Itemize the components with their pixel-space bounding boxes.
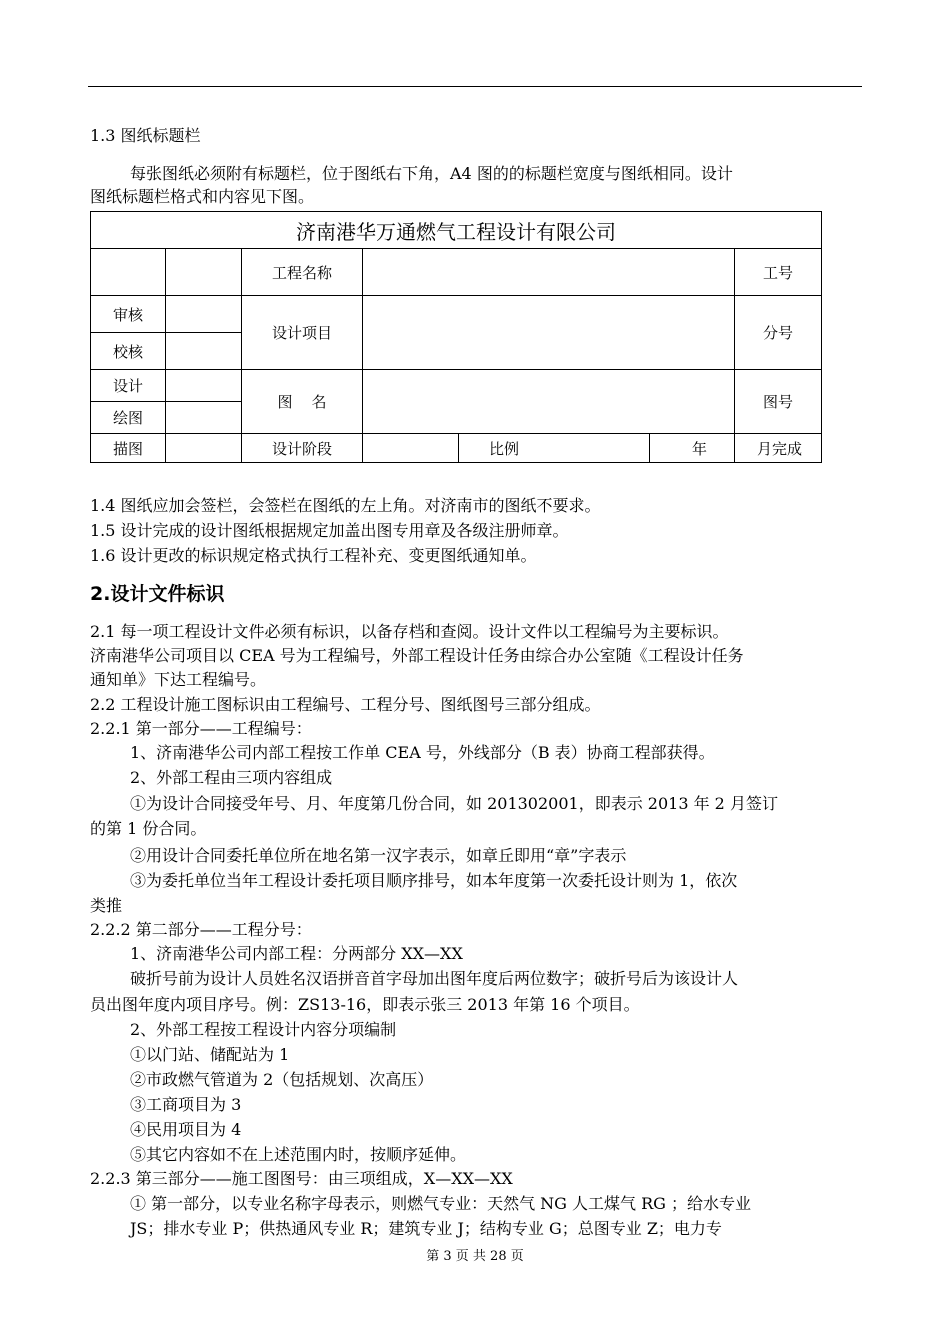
paragraph-line: 2.2.2 第二部分——工程分号： <box>90 920 312 939</box>
paragraph-line: 2、外部工程由三项内容组成 <box>130 768 333 787</box>
empty-cell <box>166 249 242 296</box>
month-done-cell <box>735 434 822 463</box>
paragraph-line: 济南港华公司项目以 CEA 号为工程编号，外部工程设计任务由综合办公室随《工程设计任务 <box>90 646 744 665</box>
design-value <box>166 370 242 402</box>
paragraph-line: 图纸标题栏格式和内容见下图。 <box>90 187 315 206</box>
paragraph-line: ⑤其它内容如不在上述范围内时，按顺序延伸。 <box>130 1145 467 1164</box>
paragraph-line: 通知单》下达工程编号。 <box>90 670 267 689</box>
design-label: 设计 <box>91 370 166 402</box>
job-no-label: 工号 <box>735 249 822 296</box>
drawing-label: 绘图 <box>91 402 166 434</box>
paragraph-line: 1、济南港华公司内部工程：分两部分 XX—XX <box>130 944 463 963</box>
paragraph-line: JS；排水专业 P；供热通风专业 R；建筑专业 J；结构专业 G；总图专业 Z；电力专 <box>130 1219 722 1238</box>
rule-1-6: 1.6 设计更改的标识规定格式执行工程补充、变更图纸通知单。 <box>90 546 537 565</box>
page-footer: 第 3 页 共 28 页 <box>426 1249 524 1264</box>
header-rule <box>88 86 862 87</box>
year-cell <box>650 434 735 463</box>
proofread-label: 校核 <box>91 333 166 370</box>
empty-cell <box>91 249 166 296</box>
trace-label: 描图 <box>91 434 166 463</box>
paragraph-line: 员出图年度内项目序号。例：ZS13-16，即表示张三 2013 年第 16 个项目。 <box>90 995 640 1014</box>
paragraph-line: 2.1 每一项工程设计文件必须有标识，以备存档和查阅。设计文件以工程编号为主要标识。 <box>90 622 729 641</box>
paragraph-line: ①为设计合同接受年号、月、年度第几份合同，如 201302001，即表示 2013 年 2 月签订 <box>130 794 778 813</box>
project-name-value <box>363 249 735 296</box>
paragraph-line: 2.2.3 第三部分——施工图图号：由三项组成，X—XX—XX <box>90 1169 513 1188</box>
drawing-name-label: 图 名 <box>242 370 363 434</box>
paragraph-line: ②市政燃气管道为 2（包括规划、次高压） <box>130 1070 434 1089</box>
paragraph-line: 2.2 工程设计施工图标识由工程编号、工程分号、图纸图号三部分组成。 <box>90 695 601 714</box>
design-item-value <box>363 296 735 370</box>
paragraph-line: 2、外部工程按工程设计内容分项编制 <box>130 1020 397 1039</box>
sub-no-label: 分号 <box>735 296 822 370</box>
company-name-cell: 济南港华万通燃气工程设计有限公司 <box>91 212 822 249</box>
proofread-value <box>166 333 242 370</box>
trace-value <box>166 434 242 463</box>
paragraph-line: ①以门站、储配站为 1 <box>130 1045 290 1064</box>
drawing-no-label: 图号 <box>735 370 822 434</box>
review-value <box>166 296 242 333</box>
review-label: 审核 <box>91 296 166 333</box>
year-label: 年 <box>692 439 708 458</box>
design-stage-label: 设计阶段 <box>242 434 363 463</box>
scale-cell <box>459 434 650 463</box>
paragraph-line: ③为委托单位当年工程设计委托项目顺序排号，如本年度第一次委托设计则为 1，依次 <box>130 871 738 890</box>
section-1-3-heading: 1.3 图纸标题栏 <box>90 126 201 145</box>
paragraph-line: 1、济南港华公司内部工程按工作单 CEA 号，外线部分（B 表）协商工程部获得。 <box>130 743 715 762</box>
rule-1-4: 1.4 图纸应加会签栏，会签栏在图纸的左上角。对济南市的图纸不要求。 <box>90 496 601 515</box>
paragraph-line: ②用设计合同委托单位所在地名第一汉字表示，如章丘即用“章”字表示 <box>130 846 627 865</box>
month-done-label: 月完成 <box>757 439 803 458</box>
section-2-heading: 2.设计文件标识 <box>90 583 225 605</box>
paragraph-line: 2.2.1 第一部分——工程编号： <box>90 719 312 738</box>
drawing-value <box>166 402 242 434</box>
paragraph-line: ④民用项目为 4 <box>130 1120 242 1139</box>
project-name-label: 工程名称 <box>242 249 363 296</box>
title-block-table <box>90 211 822 463</box>
rule-1-5: 1.5 设计完成的设计图纸根据规定加盖出图专用章及各级注册师章。 <box>90 521 569 540</box>
paragraph-line: 的第 1 份合同。 <box>90 819 207 838</box>
paragraph-line: ③工商项目为 3 <box>130 1095 242 1114</box>
design-stage-value <box>363 434 459 463</box>
paragraph-line: 破折号前为设计人员姓名汉语拼音首字母加出图年度后两位数字；破折号后为该设计人 <box>130 969 739 988</box>
scale-label: 比例 <box>489 439 520 458</box>
paragraph-line: 每张图纸必须附有标题栏，位于图纸右下角，A4 图的的标题栏宽度与图纸相同。设计 <box>130 164 733 183</box>
design-item-label: 设计项目 <box>242 296 363 370</box>
drawing-name-value <box>363 370 735 434</box>
paragraph-line: 类推 <box>90 896 123 915</box>
paragraph-line: ① 第一部分，以专业名称字母表示，则燃气专业：天然气 NG 人工煤气 RG ；给水专业 <box>130 1194 752 1213</box>
